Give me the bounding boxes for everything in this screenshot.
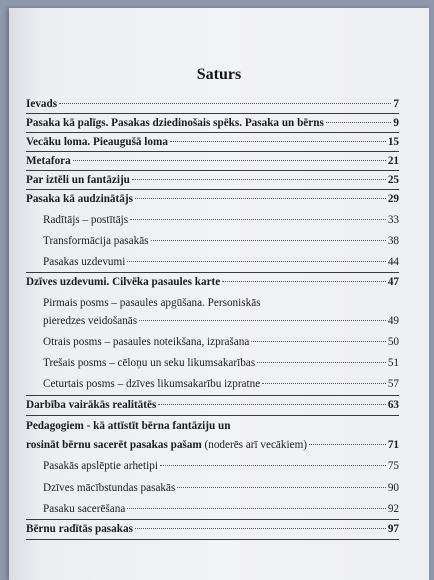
toc-dot-leader	[170, 141, 386, 142]
toc-entry-title: Dzīves mācībstundas pasakās	[43, 482, 176, 494]
toc-entry	[26, 439, 399, 451]
toc-entry-title: Vecāku loma. Pieaugušā loma	[26, 136, 168, 148]
toc-entry	[26, 117, 399, 129]
toc-entry-title: pieredzes veidošanās	[43, 315, 138, 327]
toc-dot-leader	[127, 508, 386, 509]
toc-subentry-line: Pirmais posms – pasaules apgūšana. Personiskās	[43, 297, 261, 309]
toc-entry-title: Otrais posms – pasaules noteikšana, izprašana	[43, 336, 250, 348]
toc-entry-title: Ievads	[26, 98, 58, 110]
toc-subentry	[43, 336, 399, 348]
toc-entry	[26, 276, 399, 288]
toc-divider	[26, 132, 399, 133]
toc-dot-leader	[132, 179, 386, 180]
toc-entry-title: Trešais posms – cēloņu un seku likumsakarības	[43, 357, 256, 369]
toc-dot-leader	[151, 240, 386, 241]
toc-subentry	[43, 235, 399, 247]
toc-dot-leader	[135, 198, 386, 199]
toc-entry-title: Bērnu radītās pasakas	[26, 523, 133, 535]
toc-dot-leader	[177, 487, 385, 488]
toc-entry-title: Pasaka kā palīgs. Pasakas dziedinošais spēks. Pasaka un bērns	[26, 117, 324, 129]
toc-dot-leader	[257, 362, 386, 363]
toc-entry-page: 7	[393, 98, 399, 110]
toc-divider	[26, 170, 399, 171]
toc-entry-page: 47	[387, 276, 399, 288]
toc-dot-leader	[139, 320, 386, 321]
toc-subentry	[43, 357, 399, 369]
toc-entry-page: 71	[387, 439, 399, 451]
toc-entry-note: (noderēs arī vecākiem)	[204, 439, 307, 451]
toc-entry-page: 44	[387, 256, 399, 268]
toc-entry-page: 25	[387, 174, 399, 186]
toc-subentry	[43, 315, 399, 327]
toc-entry-page: 15	[387, 136, 399, 148]
toc-dot-leader	[135, 528, 386, 529]
toc-dot-leader	[130, 219, 386, 220]
toc-divider	[26, 519, 399, 520]
toc-subentry	[43, 482, 399, 494]
toc-entry-page: 97	[387, 523, 399, 535]
toc-entry-page: 33	[387, 214, 399, 226]
toc-entry	[26, 399, 399, 411]
toc-entry	[26, 174, 399, 186]
toc-dot-leader	[251, 341, 386, 342]
toc-entry-text: rosināt bērnu sacerēt pasakas pašam	[26, 439, 202, 451]
toc-entry-page: 50	[387, 336, 399, 348]
toc-divider	[26, 113, 399, 114]
toc-dot-leader	[160, 465, 386, 466]
toc-entry-page: 63	[387, 399, 399, 411]
toc-dot-leader	[309, 444, 386, 445]
toc-dot-leader	[158, 404, 386, 405]
toc-divider	[26, 539, 399, 540]
toc-entry-page: 21	[387, 155, 399, 167]
book-page	[9, 8, 429, 580]
toc-entry-title: Par iztēli un fantāziju	[26, 174, 130, 186]
toc-entry-page: 51	[387, 357, 399, 369]
toc-dot-leader	[59, 103, 391, 104]
toc-entry-title: Transformācija pasakās	[43, 235, 149, 247]
toc-entry-title: Metafora	[26, 155, 71, 167]
toc-entry-title: Pasaku sacerēšana	[43, 503, 126, 515]
toc-subentry	[43, 378, 399, 390]
toc-dot-leader	[127, 261, 385, 262]
toc-entry-page: 29	[387, 193, 399, 205]
toc-entry-title: Darbība vairākās realitātēs	[26, 399, 157, 411]
toc-entry-title: Ceturtais posms – dzīves likumsakarību izpratne	[43, 378, 261, 390]
toc-entry-title: Pasakās apslēptie arhetipi	[43, 460, 158, 472]
toc-divider	[26, 415, 399, 416]
toc-entry-line: Pedagogiem - kā attīstīt bērna fantāziju un	[26, 420, 231, 432]
toc-entry-page: 57	[387, 378, 399, 390]
toc-dot-leader	[262, 383, 386, 384]
toc-divider	[26, 395, 399, 396]
page-title: Saturs	[196, 66, 242, 83]
toc-dot-leader	[73, 160, 386, 161]
table-of-contents	[9, 8, 429, 580]
toc-entry-page: 92	[387, 503, 399, 515]
toc-subentry	[43, 503, 399, 515]
toc-entry-page: 49	[387, 315, 399, 327]
toc-entry	[26, 155, 399, 167]
toc-entry	[26, 193, 399, 205]
toc-subentry	[43, 214, 399, 226]
toc-entry-title: Dzīves uzdevumi. Cilvēka pasaules karte	[26, 276, 221, 288]
toc-dot-leader	[326, 122, 392, 123]
toc-divider	[26, 272, 399, 273]
toc-subentry	[43, 256, 399, 268]
toc-divider	[26, 189, 399, 190]
toc-entry	[26, 136, 399, 148]
toc-entry-title: Pasakas uzdevumi	[43, 256, 126, 268]
toc-entry	[26, 523, 399, 535]
toc-divider	[26, 151, 399, 152]
toc-dot-leader	[222, 281, 386, 282]
toc-entry-title	[26, 439, 307, 451]
toc-entry-page: 90	[387, 482, 399, 494]
toc-entry-page: 75	[387, 460, 399, 472]
toc-entry-title: Radītājs – postītājs	[43, 214, 129, 226]
toc-entry-page: 38	[387, 235, 399, 247]
toc-subentry	[43, 460, 399, 472]
toc-entry	[26, 98, 399, 110]
toc-entry-title: Pasaka kā audzinātājs	[26, 193, 133, 205]
toc-entry-page: 9	[393, 117, 399, 129]
